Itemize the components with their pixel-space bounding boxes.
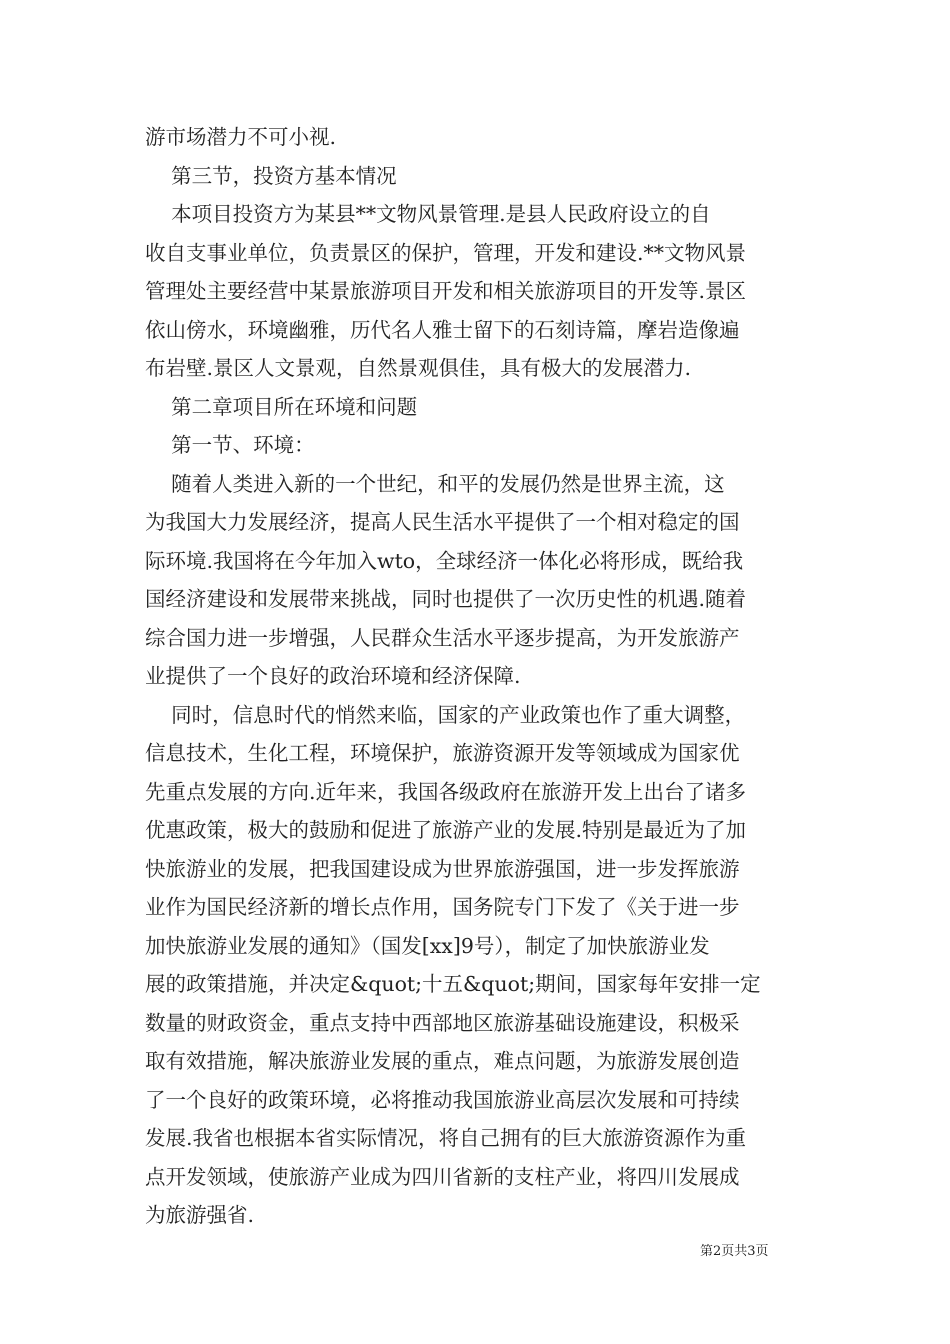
text-line: 取有效措施，解决旅游业发展的重点，难点问题，为旅游发展创造	[145, 1049, 740, 1073]
text-line: 业作为国民经济新的增长点作用，国务院专门下发了《关于进一步	[145, 895, 740, 919]
text-line: 国经济建设和发展带来挑战，同时也提供了一次历史性的机遇.随着	[145, 587, 747, 611]
text-line: 数量的财政资金，重点支持中西部地区旅游基础设施建设，积极采	[145, 1010, 740, 1035]
text-line: 综合国力进一步增强，人民群众生活水平逐步提高，为开发旅游产	[145, 625, 740, 650]
text-line: 际环境.我国将在今年加入wto，全球经济一体化必将形成，既给我	[145, 548, 744, 573]
text-line: 快旅游业的发展，把我国建设成为世界旅游强国，进一步发挥旅游	[145, 856, 740, 881]
text-line: 发展.我省也根据本省实际情况，将自己拥有的巨大旅游资源作为重	[145, 1126, 747, 1150]
text-line: 为我国大力发展经济，提高人民生活水平提供了一个相对稳定的国	[145, 510, 740, 534]
text-line: 管理处主要经营中某景旅游项目开发和相关旅游项目的开发等.景区	[145, 279, 747, 303]
text-line: 优惠政策，极大的鼓励和促进了旅游产业的发展.特别是最近为了加	[145, 818, 747, 842]
text-line: 信息技术，生化工程，环境保护，旅游资源开发等领域成为国家优	[145, 741, 740, 765]
text-line: 展的政策措施，并决定&quot;十五&quot;期间，国家每年安排一定	[145, 972, 761, 996]
text-line: 先重点发展的方向.近年来，我国各级政府在旅游开发上出台了诸多	[145, 779, 747, 804]
text-line: 依山傍水，环境幽雅，历代名人雅士留下的石刻诗篇，摩岩造像遍	[145, 317, 740, 342]
text-line: 布岩壁.景区人文景观，自然景观俱佳，具有极大的发展潜力.	[145, 356, 692, 380]
text-line: 为旅游强省.	[145, 1203, 255, 1227]
text-line: 随着人类进入新的一个世纪，和平的发展仍然是世界主流，这	[145, 471, 725, 496]
text-line: 加快旅游业发展的通知》（国发[xx]9号），制定了加快旅游业发	[145, 933, 710, 958]
document-body	[145, 118, 825, 1235]
text-line: 本项目投资方为某县**文物风景管理.是县人民政府设立的自	[145, 202, 711, 226]
text-line: 第二章项目所在环境和问题	[145, 394, 418, 419]
page-number-footer: 第2页共3页	[700, 1244, 769, 1259]
text-line: 了一个良好的政策环境，必将推动我国旅游业高层次发展和可持续	[145, 1087, 740, 1112]
text-line: 收自支事业单位，负责景区的保护，管理，开发和建设.**文物风景	[145, 240, 747, 265]
text-line: 游市场潜力不可小视.	[145, 125, 337, 149]
text-line: 第一节、环境：	[145, 433, 315, 457]
text-line: 点开发领域，使旅游产业成为四川省新的支柱产业，将四川发展成	[145, 1164, 740, 1189]
text-line: 业提供了一个良好的政治环境和经济保障.	[145, 664, 521, 688]
text-line: 第三节，投资方基本情况	[145, 163, 397, 188]
text-line: 同时，信息时代的悄然来临，国家的产业政策也作了重大调整，	[145, 702, 746, 727]
